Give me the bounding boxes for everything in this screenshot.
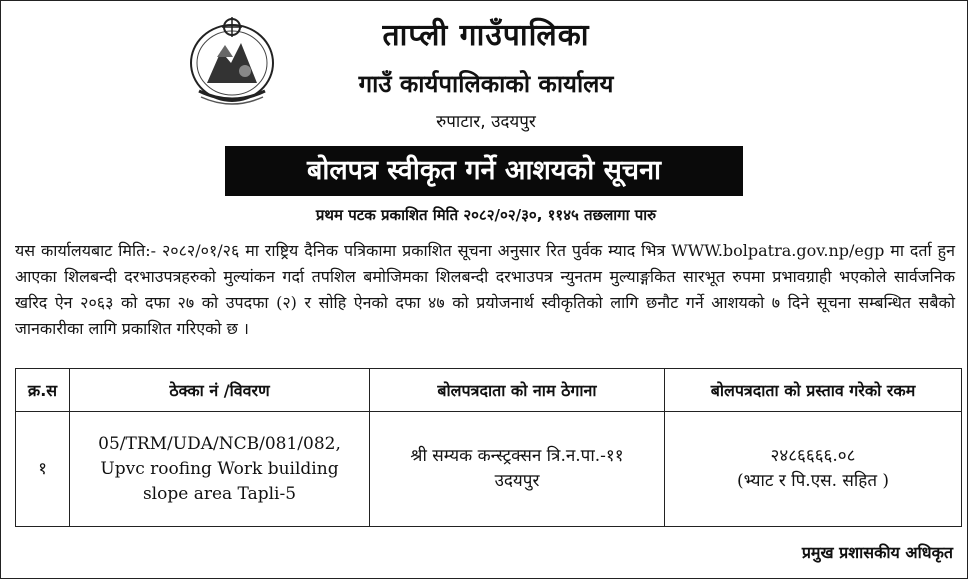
cell-amount <box>665 412 962 527</box>
bid-table <box>15 368 962 527</box>
cell-bidder <box>370 412 665 527</box>
amount-value: २४८६६६६.०८ <box>770 446 856 466</box>
header-bidder: बोलपत्रदाता को नाम ठेगाना <box>370 369 665 412</box>
office-location: रुपाटार, उदयपुर <box>436 112 536 132</box>
org-name: ताप्ली गाउँपालिका <box>382 18 590 53</box>
table-header-row <box>16 369 962 412</box>
header-contract: ठेक्का नं /विवरण <box>70 369 370 412</box>
bidder-line: श्री सम्यक कन्स्ट्रक्सन त्रि.न.पा.-११ <box>410 446 624 466</box>
cell-sn: १ <box>16 412 70 527</box>
bidder-line: उदयपुर <box>494 471 540 491</box>
nepal-government-emblem-icon <box>187 13 277 105</box>
contract-line: Upvc roofing Work building <box>100 458 339 479</box>
signatory: प्रमुख प्रशासकीय अधिकृत <box>801 543 953 562</box>
notice-title: बोलपत्र स्वीकृत गर्ने आशयको सूचना <box>225 146 743 196</box>
header-amount: बोलपत्रदाता को प्रस्ताव गरेको रकम <box>665 369 962 412</box>
header-sn: क्र.स <box>16 369 70 412</box>
contract-line: slope area Tapli-5 <box>142 483 297 504</box>
table-row <box>16 412 962 527</box>
contract-line: 05/TRM/UDA/NCB/081/082, <box>98 433 341 454</box>
notice-body: यस कार्यालयबाट मिति:- २०८२/०१/२६ मा राष्ट्रिय दैनिक पत्रिकामा प्रकाशित सूचना अनुसार रित पुर्वक म्याद भित्र WWW.bolpatra.gov.np/egp मा दर्ता हुन आएका शिलबन्दी दरभाउपत्रहरुको मुल्यांकन गर्दा तपशिल बमोजिमका शिलबन्दी दरभाउपत्र न्युनतम मुल्याङ्गकित सारभूत रुपमा प्रभावग्राही भएकोले सार्वजनिक खरिद ऐन २०६३ को दफा २७ को उपदफा (२) र सोहि ऐनको दफा ४७ को प्रयोजनार्थ स्वीकृतिको लागि छनौट गर्ने आशयको ७ दिने सूचना सम्बन्धित सबैको जानकारीका लागि प्रकाशित गरिएको छ । <box>15 241 955 338</box>
office-name: गाउँ कार्यपालिकाको कार्यालय <box>358 70 614 98</box>
cell-contract <box>70 412 370 527</box>
amount-note: (भ्याट र पि.एस. सहित ) <box>736 471 890 491</box>
publication-line: प्रथम पटक प्रकाशित मिति २०८२/०२/३०, ११४५ तछलागा पारु <box>315 206 657 224</box>
